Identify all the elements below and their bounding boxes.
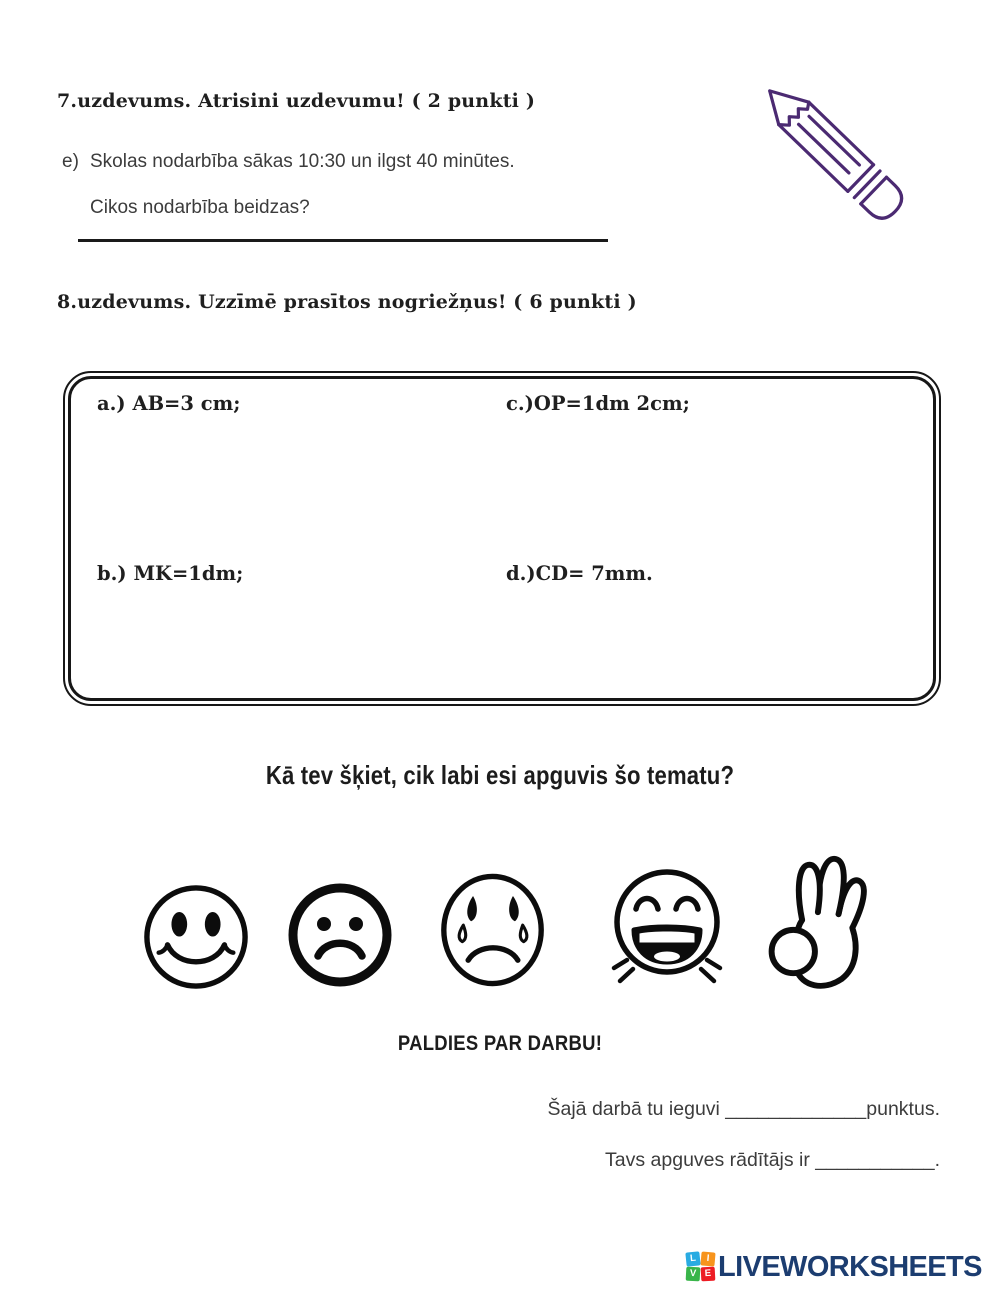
thanks-text: PALDIES PAR DARBU! [397,1032,603,1055]
task8-item-c: c.)OP=1dm 2cm; [506,392,690,415]
result-points-line[interactable]: Šajā darbā tu ieguvi _____________punktus. [547,1098,940,1120]
task8-drawing-box[interactable] [63,371,941,706]
result-rating-line[interactable]: Tavs apguves rādītājs ir ___________. [605,1149,940,1171]
ok-hand-icon[interactable] [747,851,873,991]
logo-square-v: V [686,1267,701,1282]
smiley-face-icon[interactable] [142,883,250,991]
task7-heading: 7.uzdevums. Atrisini uzdevumu! ( 2 punkti ) [57,90,536,112]
liveworksheets-logo-squares [686,1252,715,1281]
task7-question-line2: Cikos nodarbība beidzas? [90,197,310,218]
laughing-face-icon[interactable] [592,856,742,998]
task8-item-b: b.) MK=1dm; [97,562,244,585]
crying-face-icon[interactable] [437,869,549,993]
sad-face-icon[interactable] [284,879,396,991]
logo-square-i: I [700,1251,715,1266]
task7-question-line1: Skolas nodarbība sākas 10:30 un ilgst 40 minūtes. [90,151,515,172]
task8-item-a: a.) AB=3 cm; [97,392,241,415]
liveworksheets-logo-text: LIVEWORKSHEETS [718,1251,982,1283]
logo-square-e: E [701,1267,716,1282]
task8-item-d: d.)CD= 7mm. [506,562,653,585]
liveworksheets-logo [686,1249,982,1285]
pencil-icon [733,52,933,252]
task7-item-label: e) [62,151,79,172]
logo-square-l: L [685,1251,700,1266]
feedback-question: Kā tev šķiet, cik labi esi apguvis šo tematu? [265,760,735,790]
task7-answer-line[interactable] [78,239,608,242]
task8-heading: 8.uzdevums. Uzzīmē prasītos nogriežņus! ( 6 punkti ) [57,291,637,313]
task8-drawing-box-inner-border [68,376,936,701]
